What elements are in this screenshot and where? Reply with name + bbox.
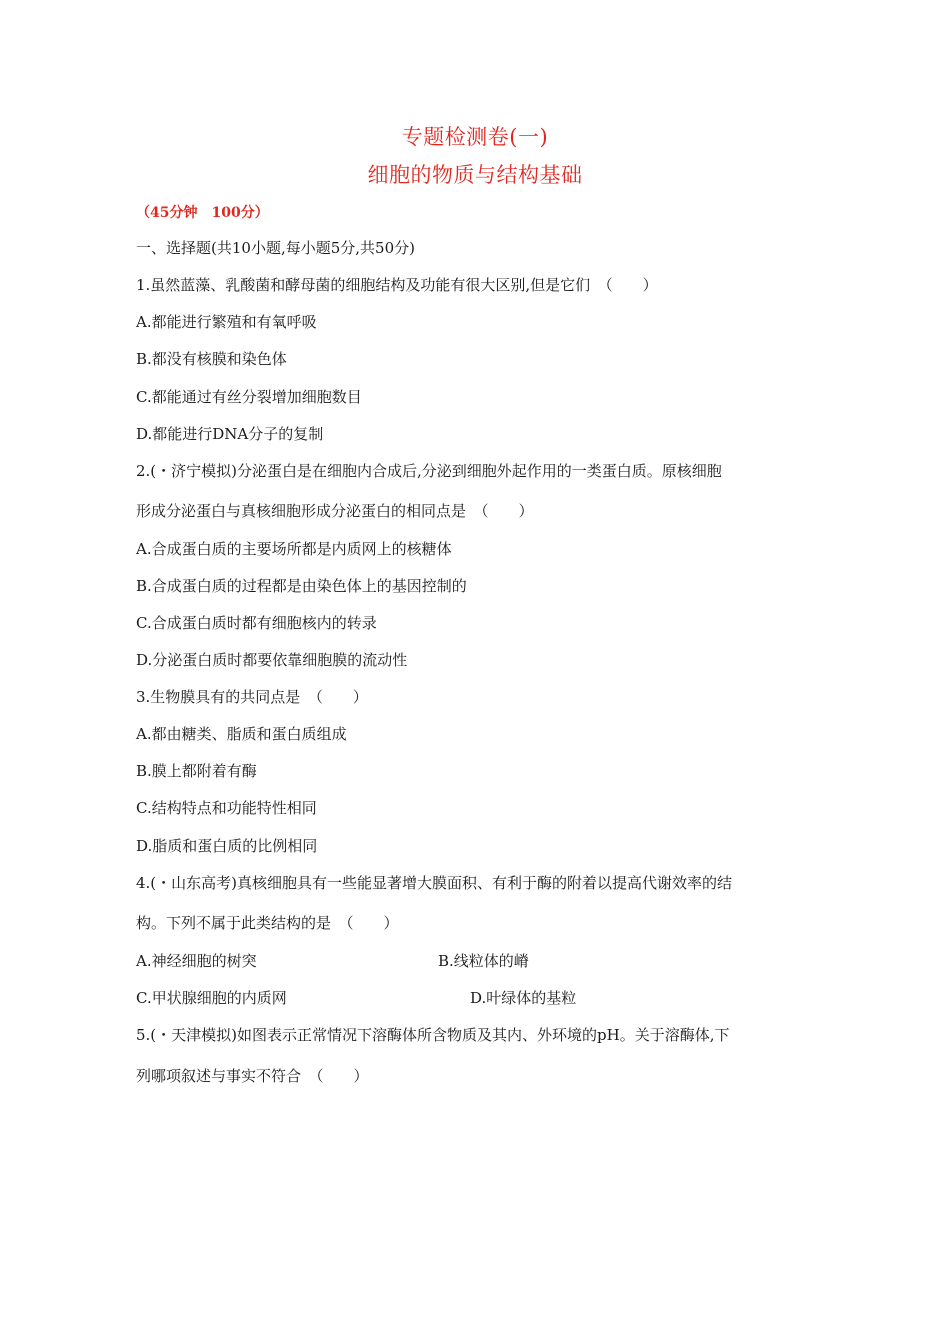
question-1-option-c: C.都能通过有丝分裂增加细胞数目	[136, 388, 362, 406]
question-3-option-d: D.脂质和蛋白质的比例相同	[136, 837, 318, 855]
question-1-stem: 1.虽然蓝藻、乳酸菌和酵母菌的细胞结构及功能有很大区别,但是它们 （ ）	[136, 276, 658, 294]
question-4-option-b: B.线粒体的嵴	[438, 952, 529, 970]
question-1-option-a: A.都能进行繁殖和有氧呼吸	[136, 313, 317, 331]
question-2-stem-line-2: 形成分泌蛋白与真核细胞形成分泌蛋白的相同点是 （ ）	[136, 502, 534, 520]
question-5-stem-line-2: 列哪项叙述与事实不符合 （ ）	[136, 1067, 369, 1085]
exam-meta: （45分钟 100分）	[136, 205, 269, 221]
question-4-option-a: A.神经细胞的树突	[136, 952, 257, 970]
question-3-stem: 3.生物膜具有的共同点是 （ ）	[136, 688, 368, 706]
page-subtitle: 细胞的物质与结构基础	[367, 163, 583, 187]
question-1-option-b: B.都没有核膜和染色体	[136, 350, 287, 368]
question-2-option-a: A.合成蛋白质的主要场所都是内质网上的核糖体	[136, 540, 452, 558]
question-2-option-b: B.合成蛋白质的过程都是由染色体上的基因控制的	[136, 577, 467, 595]
section-heading: 一、选择题(共10小题,每小题5分,共50分)	[136, 239, 415, 257]
question-5-stem-line-1: 5.(・天津模拟)如图表示正常情况下溶酶体所含物质及其内、外环境的pH。关于溶酶体,下	[136, 1026, 730, 1044]
question-3-option-c: C.结构特点和功能特性相同	[136, 799, 317, 817]
question-2-option-d: D.分泌蛋白质时都要依靠细胞膜的流动性	[136, 651, 408, 669]
question-4-stem-line-1: 4.(・山东高考)真核细胞具有一些能显著增大膜面积、有利于酶的附着以提高代谢效率的结	[136, 874, 733, 892]
question-3-option-b: B.膜上都附着有酶	[136, 762, 257, 780]
question-4-option-d: D.叶绿体的基粒	[470, 989, 577, 1007]
page-title: 专题检测卷(一)	[401, 125, 549, 149]
question-2-stem-line-1: 2.(・济宁模拟)分泌蛋白是在细胞内合成后,分泌到细胞外起作用的一类蛋白质。原核细胞	[136, 462, 722, 480]
question-4-option-c: C.甲状腺细胞的内质网	[136, 989, 287, 1007]
question-3-option-a: A.都由糖类、脂质和蛋白质组成	[136, 725, 347, 743]
question-4-stem-line-2: 构。下列不属于此类结构的是 （ ）	[136, 914, 399, 932]
question-1-option-d: D.都能进行DNA分子的复制	[136, 425, 324, 443]
question-2-option-c: C.合成蛋白质时都有细胞核内的转录	[136, 614, 377, 632]
